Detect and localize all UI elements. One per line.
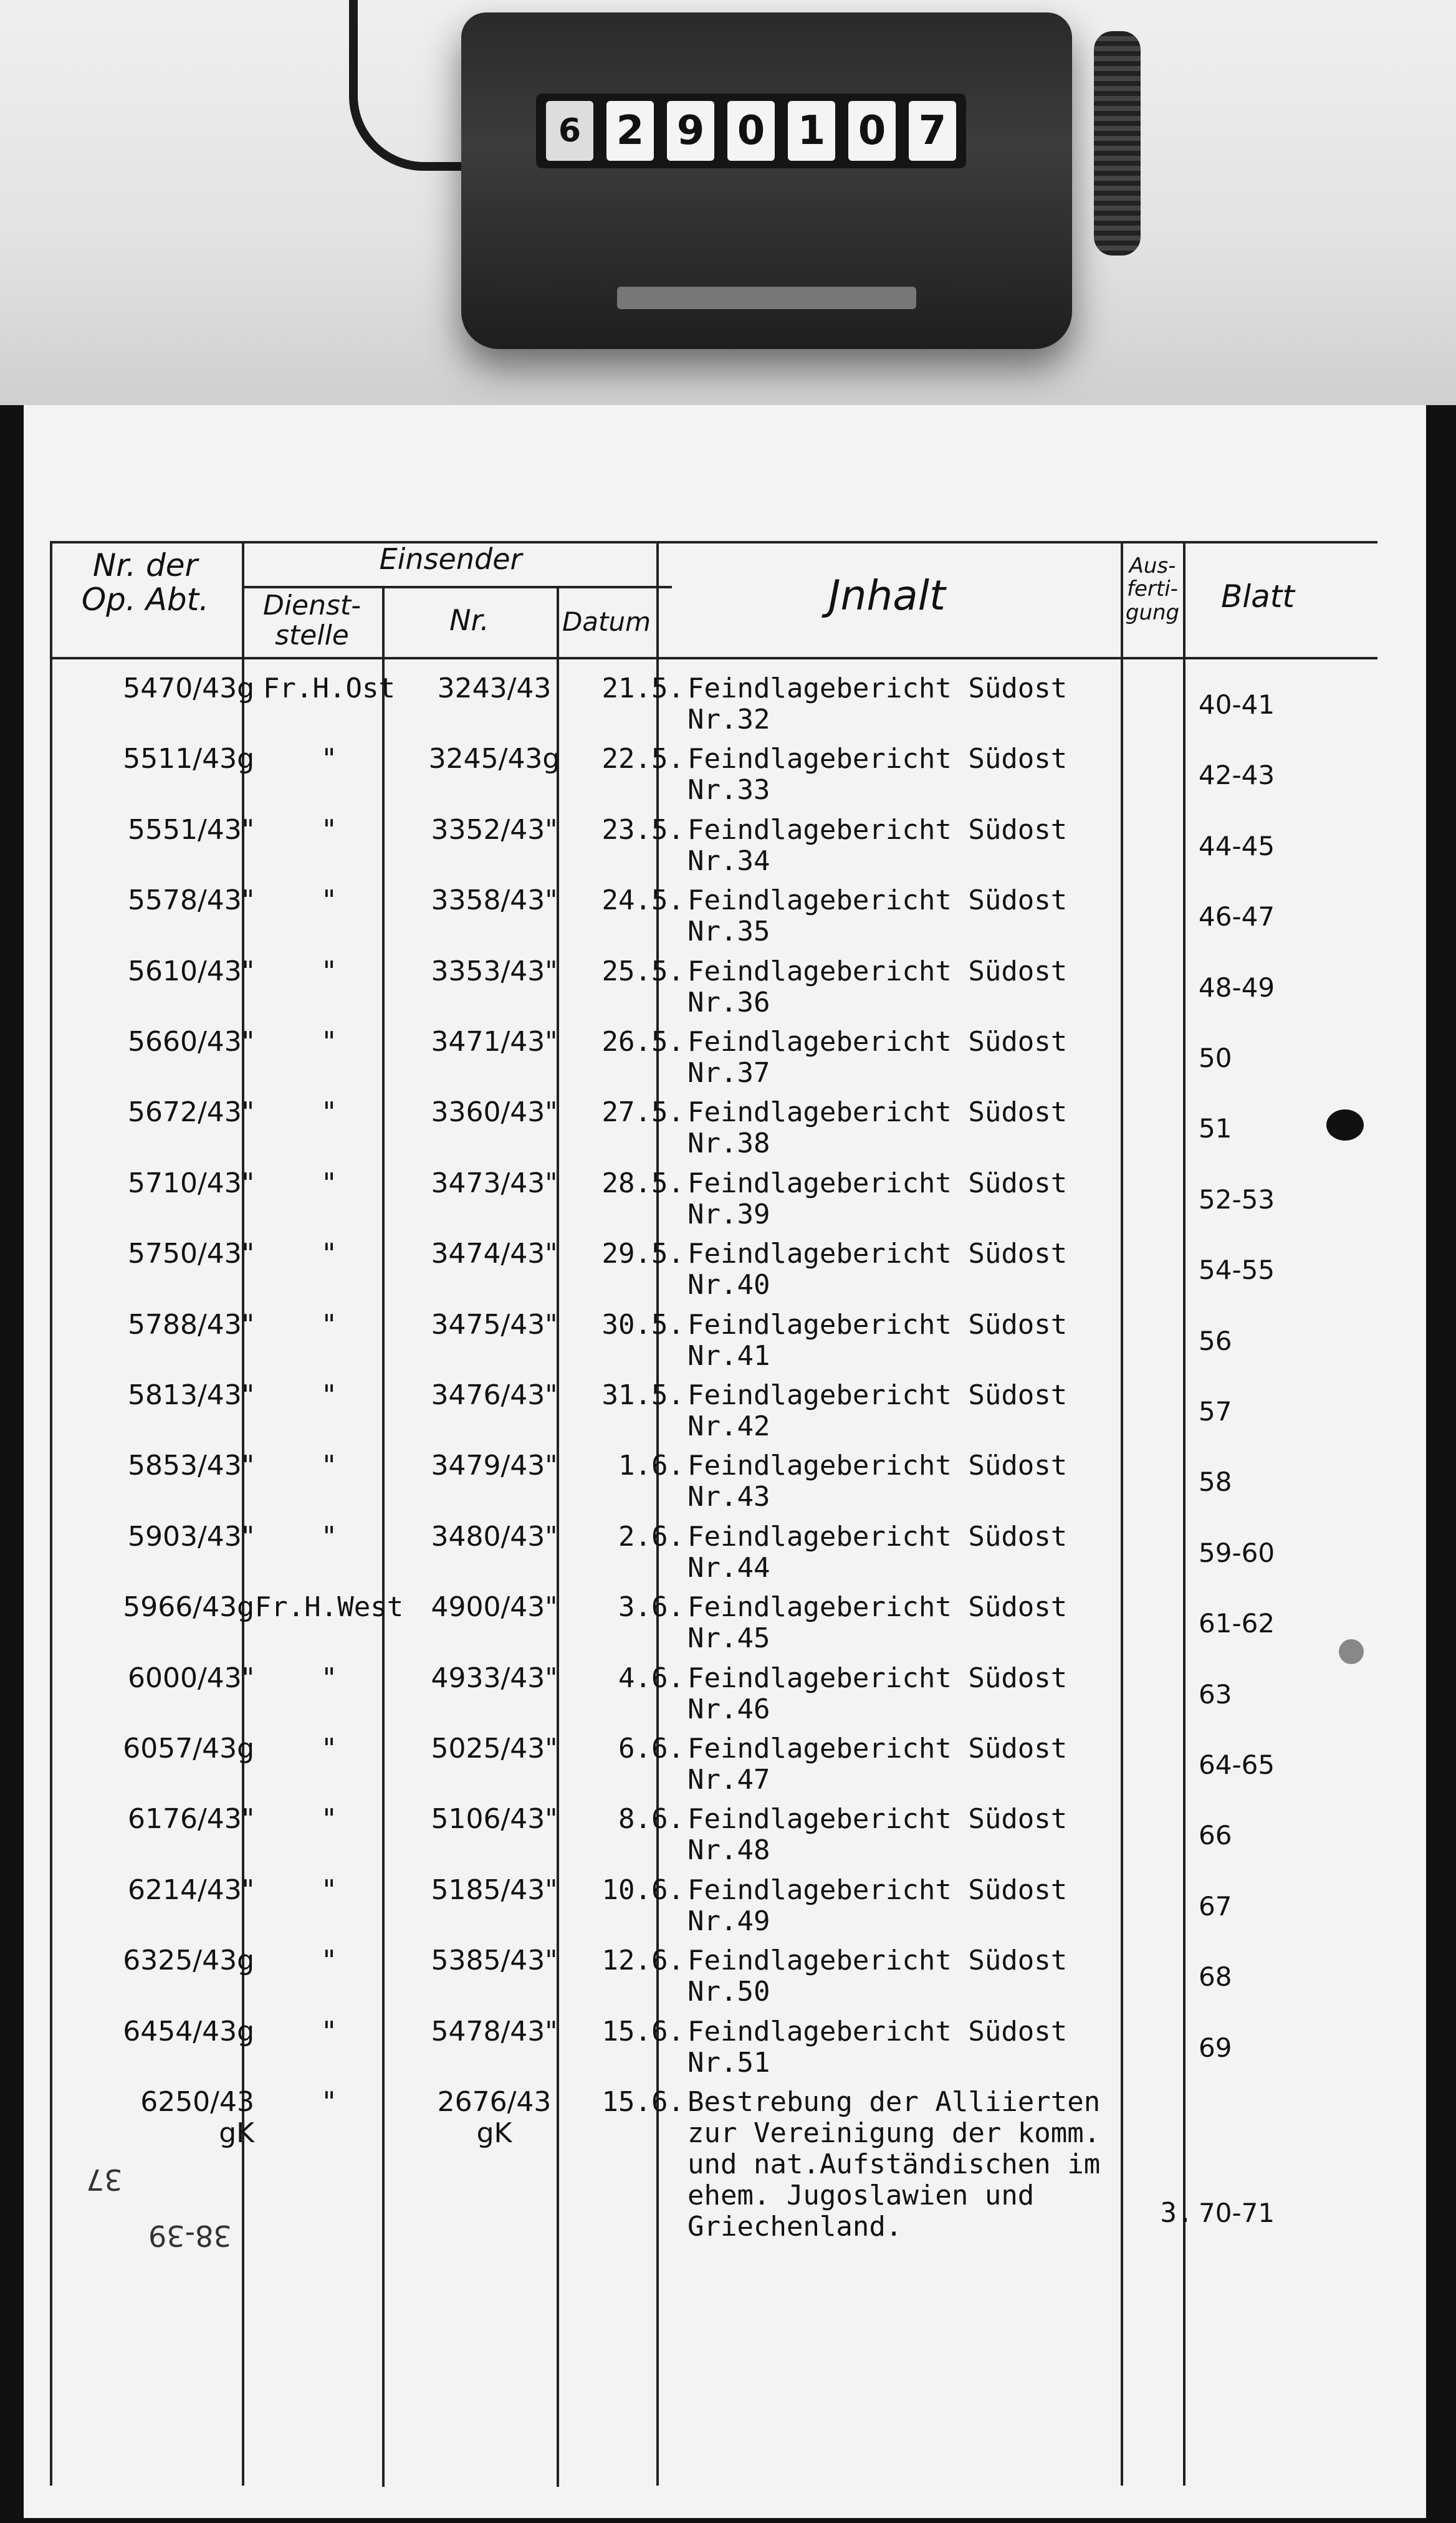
cell-inhalt: Feindlagebericht Südost Nr.37 [687, 1026, 1068, 1089]
cell-inhalt: Feindlagebericht Südost Nr.40 [687, 1238, 1068, 1301]
cell-op-abt-nr: 5672/43" [127, 1096, 254, 1129]
cell-blatt: 61-62 [1199, 1608, 1275, 1639]
ink-blot [1326, 1109, 1364, 1141]
cell-blatt: 70-71 [1199, 2198, 1275, 2228]
table-row [24, 1875, 1426, 1946]
cell-blatt: 69 [1199, 2032, 1232, 2063]
cell-blatt: 64-65 [1199, 1750, 1275, 1780]
cell-blatt: 46-47 [1199, 901, 1275, 932]
cell-blatt: 58 [1199, 1467, 1232, 1498]
cell-op-abt-nr: 5511/43g [123, 743, 254, 775]
cell-einsender-nr: 5185/43" [431, 1874, 558, 1906]
ink-blot [1339, 1639, 1364, 1664]
cell-einsender-nr: 3352/43" [431, 813, 558, 846]
document-page [24, 405, 1426, 2518]
cell-inhalt: Feindlagebericht Südost Nr.32 [687, 673, 1068, 735]
cell-dienststelle: " [320, 1308, 338, 1341]
header-datum: Datum [562, 606, 651, 637]
cell-datum: 8.6. [618, 1803, 684, 1836]
table-row [24, 744, 1426, 815]
counter-display [536, 93, 966, 168]
cell-op-abt-nr: 5470/43g [123, 673, 254, 704]
table-row [24, 1309, 1426, 1381]
cell-einsender-nr: 3476/43" [431, 1379, 558, 1411]
cell-einsender-nr: 5106/43" [431, 1803, 558, 1836]
header-einsender: Einsender [379, 542, 522, 576]
cell-blatt: 63 [1199, 1678, 1232, 1710]
cell-op-abt-nr: 5750/43" [127, 1238, 254, 1270]
cell-dienststelle: " [320, 1167, 338, 1199]
counter-digit: 0 [848, 101, 896, 161]
cell-blatt: 44-45 [1199, 830, 1275, 861]
table-row [24, 1521, 1426, 1592]
cell-einsender-nr: 3474/43" [431, 1238, 558, 1270]
cell-datum: 4.6. [618, 1662, 684, 1694]
table-row [24, 1380, 1426, 1451]
cell-blatt: 50 [1199, 1043, 1232, 1073]
cell-inhalt: Feindlagebericht Südost Nr.42 [687, 1379, 1068, 1442]
cell-op-abt-nr: 5710/43" [127, 1167, 254, 1199]
cell-einsender-nr: 3245/43g [428, 743, 560, 775]
cell-einsender-nr: 5025/43" [431, 1733, 558, 1764]
cell-op-abt-nr: 5788/43" [127, 1308, 254, 1341]
cell-op-abt-nr: 6000/43" [127, 1662, 254, 1694]
cell-op-abt-nr: 5660/43" [127, 1026, 254, 1058]
cell-datum: 31.5. [601, 1379, 684, 1411]
cell-inhalt: Feindlagebericht Südost Nr.43 [687, 1450, 1068, 1513]
cell-blatt: 66 [1199, 1820, 1232, 1851]
cell-blatt: 56 [1199, 1325, 1232, 1356]
cell-einsender-nr: 2676/43 gK [437, 2086, 552, 2149]
cell-blatt: 51 [1199, 1113, 1232, 1144]
cell-dienststelle: " [320, 1096, 338, 1129]
cell-op-abt-nr: 5903/43" [127, 1520, 254, 1553]
cell-datum: 25.5. [601, 955, 684, 987]
cell-dienststelle: " [320, 1026, 338, 1058]
cell-inhalt: Feindlagebericht Südost Nr.46 [687, 1662, 1068, 1725]
cell-datum: 26.5. [601, 1026, 684, 1058]
cell-blatt: 48-49 [1199, 972, 1275, 1003]
table-row [24, 1592, 1426, 1663]
cell-blatt: 59-60 [1199, 1537, 1275, 1568]
cell-dienststelle: Fr.H.West [254, 1591, 404, 1624]
cell-dienststelle: " [320, 884, 338, 917]
margin-note: 37 [86, 2163, 123, 2196]
cell-einsender-nr: 3471/43" [431, 1026, 558, 1058]
counter-digit: 2 [606, 101, 654, 161]
cell-einsender-nr: 4900/43" [431, 1591, 558, 1624]
cell-blatt: 67 [1199, 1890, 1232, 1922]
cell-inhalt: Feindlagebericht Südost Nr.49 [687, 1874, 1068, 1937]
header-dienststelle: Dienst- stelle [262, 590, 362, 652]
cell-einsender-nr: 3473/43" [431, 1167, 558, 1199]
cell-dienststelle: " [320, 1450, 338, 1482]
table-row [24, 1804, 1426, 1875]
cell-inhalt: Feindlagebericht Südost Nr.34 [687, 813, 1068, 877]
header-blatt: Blatt [1220, 578, 1295, 615]
cell-op-abt-nr: 6454/43g [123, 2015, 254, 2047]
cell-dienststelle: " [320, 743, 338, 775]
header-nr: Nr. [449, 603, 489, 637]
cell-datum: 15.6. [601, 2015, 684, 2047]
cell-dienststelle: " [320, 1379, 338, 1411]
cell-inhalt: Feindlagebericht Südost Nr.33 [687, 743, 1068, 807]
cell-blatt: 42-43 [1199, 760, 1275, 791]
table-row [24, 1663, 1426, 1734]
cell-dienststelle: " [320, 1803, 338, 1836]
cell-inhalt: Feindlagebericht Südost Nr.44 [687, 1520, 1068, 1584]
cell-op-abt-nr: 6214/43" [127, 1874, 254, 1906]
table-row [24, 1945, 1426, 2016]
header-ausfertigung: Aus- ferti- gung [1125, 553, 1180, 625]
cell-op-abt-nr: 6325/43g [123, 1945, 254, 1977]
cell-datum: 2.6. [618, 1520, 684, 1553]
table-row [24, 1168, 1426, 1239]
cell-inhalt: Feindlagebericht Südost Nr.36 [687, 955, 1068, 1018]
table-row [24, 1238, 1426, 1309]
cell-datum: 1.6. [618, 1450, 684, 1482]
cell-inhalt: Feindlagebericht Südost Nr.51 [687, 2015, 1068, 2079]
cell-datum: 10.6. [601, 1874, 684, 1906]
cell-op-abt-nr: 6057/43g [123, 1733, 254, 1764]
cell-einsender-nr: 4933/43" [431, 1662, 558, 1694]
cell-op-abt-nr: 5610/43" [127, 955, 254, 987]
cell-blatt: 68 [1199, 1961, 1232, 1993]
einsender-sub-rule [242, 586, 672, 588]
cell-dienststelle: " [320, 1874, 338, 1906]
cell-inhalt: Feindlagebericht Südost Nr.48 [687, 1803, 1068, 1867]
cell-blatt: 57 [1199, 1396, 1232, 1427]
cell-einsender-nr: 5385/43" [431, 1945, 558, 1977]
cell-datum: 12.6. [601, 1945, 684, 1977]
cell-inhalt: Feindlagebericht Südost Nr.47 [687, 1733, 1068, 1796]
cell-dienststelle: Fr.H.Ost [263, 673, 395, 704]
cell-datum: 6.6. [618, 1733, 684, 1764]
cell-dienststelle: " [320, 1733, 338, 1764]
cell-dienststelle: " [320, 813, 338, 846]
table-row [24, 673, 1426, 744]
cell-datum: 27.5. [601, 1096, 684, 1129]
table-row [24, 1733, 1426, 1804]
cell-einsender-nr: 3480/43" [431, 1520, 558, 1553]
header-inhalt: Jnhalt [828, 572, 946, 620]
cell-datum: 24.5. [601, 884, 684, 917]
cell-datum: 30.5. [601, 1308, 684, 1341]
cell-einsender-nr: 3353/43" [431, 955, 558, 987]
cell-einsender-nr: 3358/43" [431, 884, 558, 917]
cell-datum: 21.5. [601, 673, 684, 704]
cell-datum: 3.6. [618, 1591, 684, 1624]
cell-blatt: 52-53 [1199, 1184, 1275, 1215]
cell-op-abt-nr: 6250/43 gK [140, 2086, 254, 2149]
header-bottom-rule [50, 657, 1377, 659]
cell-dienststelle: " [320, 1662, 338, 1694]
table-row [24, 815, 1426, 886]
register-table [24, 405, 1426, 2518]
cell-dienststelle: " [320, 1520, 338, 1553]
counter-digit: 1 [788, 101, 835, 161]
cell-einsender-nr: 3475/43" [431, 1308, 558, 1341]
table-row [24, 2016, 1426, 2087]
cell-einsender-nr: 3360/43" [431, 1096, 558, 1129]
counter-digit: 9 [667, 101, 714, 161]
cell-datum: 28.5. [601, 1167, 684, 1199]
counter-photo [0, 0, 1456, 405]
table-row [24, 1450, 1426, 1521]
table-row [24, 1097, 1426, 1168]
cell-inhalt: Feindlagebericht Südost Nr.39 [687, 1167, 1068, 1230]
margin-note: 38-39 [148, 2219, 232, 2253]
cell-dienststelle: " [320, 955, 338, 987]
cell-blatt: 40-41 [1199, 689, 1275, 720]
cell-ausfertigung: 3. [1160, 2197, 1194, 2229]
cell-einsender-nr: 3243/43 [437, 673, 552, 704]
cell-dienststelle: " [320, 2015, 338, 2047]
cell-inhalt: Feindlagebericht Südost Nr.50 [687, 1945, 1068, 2008]
cell-op-abt-nr: 5966/43g [123, 1591, 254, 1624]
cell-datum: 29.5. [601, 1238, 684, 1270]
cell-datum: 23.5. [601, 813, 684, 846]
cell-einsender-nr: 3479/43" [431, 1450, 558, 1482]
counter-digit: 6 [546, 101, 593, 161]
table-row [24, 885, 1426, 956]
cell-inhalt: Bestrebung der Alliierten zur Vereinigung der komm. und nat.Aufständischen im ehem. Jugoslawien und Griechenland. [687, 2086, 1101, 2243]
cell-op-abt-nr: 6176/43" [127, 1803, 254, 1836]
cell-op-abt-nr: 5853/43" [127, 1450, 254, 1482]
counter-digit: 7 [909, 101, 956, 161]
table-row [24, 956, 1426, 1027]
cell-datum: 15.6. [601, 2086, 684, 2118]
cell-blatt: 54-55 [1199, 1255, 1275, 1286]
counter-knob [1094, 31, 1141, 256]
cell-op-abt-nr: 5813/43" [127, 1379, 254, 1411]
cell-inhalt: Feindlagebericht Südost Nr.41 [687, 1308, 1068, 1372]
cell-inhalt: Feindlagebericht Südost Nr.35 [687, 884, 1068, 948]
counter-digit: 0 [727, 101, 775, 161]
cell-dienststelle: " [320, 2086, 338, 2118]
cell-op-abt-nr: 5551/43" [127, 813, 254, 846]
counter-slot [617, 287, 916, 309]
cell-einsender-nr: 5478/43" [431, 2015, 558, 2047]
cell-inhalt: Feindlagebericht Südost Nr.38 [687, 1096, 1068, 1160]
header-nr-der-op-abt: Nr. der Op. Abt. [81, 547, 209, 618]
cell-dienststelle: " [320, 1945, 338, 1977]
cell-datum: 22.5. [601, 743, 684, 775]
cell-dienststelle: " [320, 1238, 338, 1270]
cell-op-abt-nr: 5578/43" [127, 884, 254, 917]
cell-inhalt: Feindlagebericht Südost Nr.45 [687, 1591, 1068, 1655]
table-row [24, 1027, 1426, 1098]
